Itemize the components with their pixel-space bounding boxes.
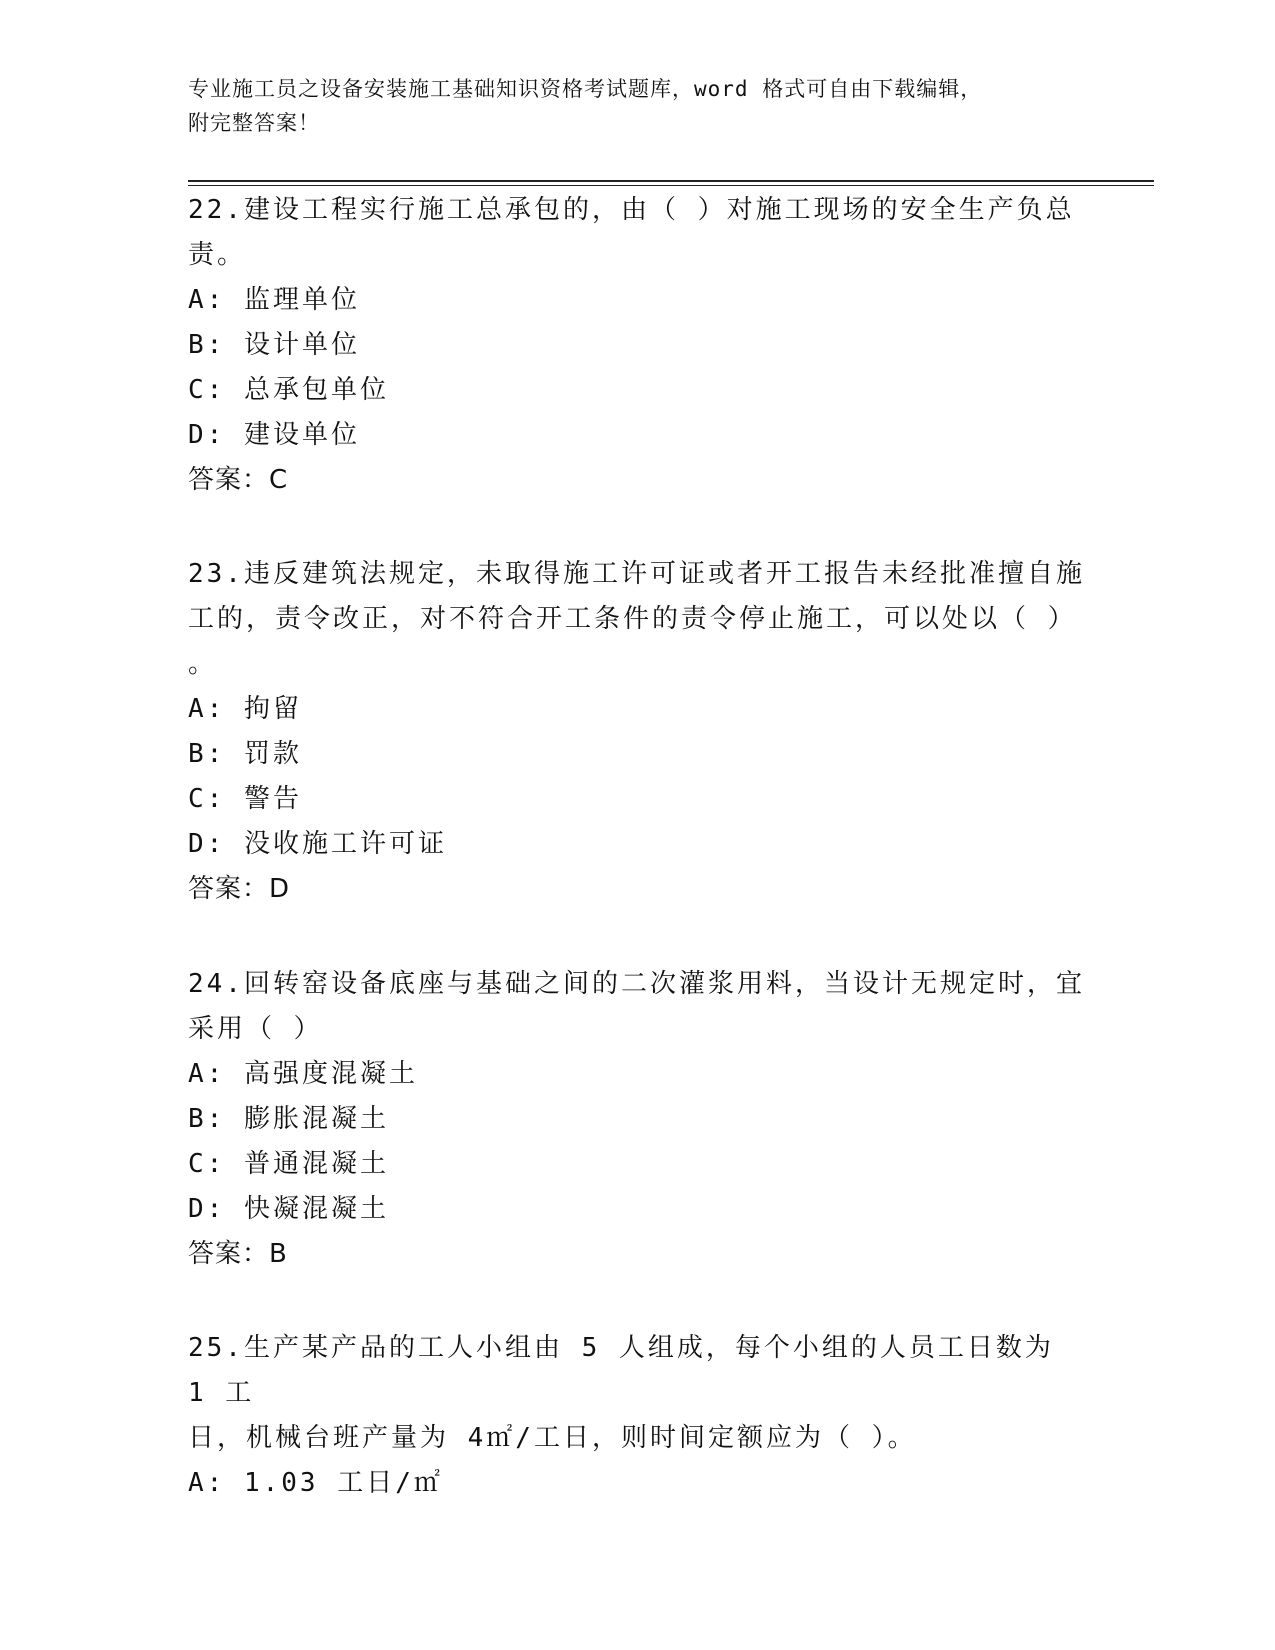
option-b: B: 罚款 (188, 739, 302, 769)
question-24 (188, 962, 1088, 1277)
option-c: C: 警告 (188, 784, 302, 814)
answer: 答案：D (188, 874, 291, 904)
header-divider-thick (188, 180, 1154, 182)
question-stem-line: 日，机械台班产量为 4㎡/工日，则时间定额应为（ ）。 (188, 1423, 917, 1453)
option-b: B: 设计单位 (188, 330, 360, 360)
option-a: A: 1.03 工日/㎡ (188, 1468, 443, 1498)
option-a: A: 监理单位 (188, 285, 360, 315)
option-d: D: 建设单位 (188, 420, 360, 450)
option-c: C: 总承包单位 (188, 375, 389, 405)
answer: 答案：B (188, 1239, 288, 1269)
question-stem-line: 。 (188, 649, 218, 679)
option-a: A: 高强度混凝土 (188, 1059, 418, 1089)
header-line-1: 专业施工员之设备安装施工基础知识资格考试题库，word 格式可自由下载编辑， (188, 77, 983, 101)
option-d: D: 没收施工许可证 (188, 829, 447, 859)
document-header (188, 72, 1088, 140)
header-divider-thin (188, 185, 1154, 186)
option-b: B: 膨胀混凝土 (188, 1104, 389, 1134)
question-stem-line: 23.违反建筑法规定，未取得施工许可证或者开工报告未经批准擅自施 (188, 559, 1085, 589)
question-23 (188, 552, 1088, 912)
option-a: A: 拘留 (188, 694, 302, 724)
question-stem-line: 责。 (188, 240, 247, 270)
header-line-2: 附完整答案！ (188, 111, 320, 135)
question-stem-line: 采用（ ） (188, 1014, 323, 1044)
question-stem-line: 24.回转窑设备底座与基础之间的二次灌浆用料，当设计无规定时，宜 (188, 969, 1085, 999)
option-c: C: 普通混凝土 (188, 1149, 389, 1179)
question-stem-line: 工的，责令改正，对不符合开工条件的责令停止施工，可以处以（ ） (188, 604, 1077, 634)
question-22 (188, 188, 1088, 503)
question-stem-line: 22.建设工程实行施工总承包的，由（ ）对施工现场的安全生产负总 (188, 195, 1075, 225)
answer: 答案：C (188, 465, 289, 495)
option-d: D: 快凝混凝土 (188, 1194, 389, 1224)
question-stem-line: 25.生产某产品的工人小组由 5 人组成，每个小组的人员工日数为 1 工 (188, 1333, 1054, 1408)
question-25 (188, 1326, 1088, 1506)
